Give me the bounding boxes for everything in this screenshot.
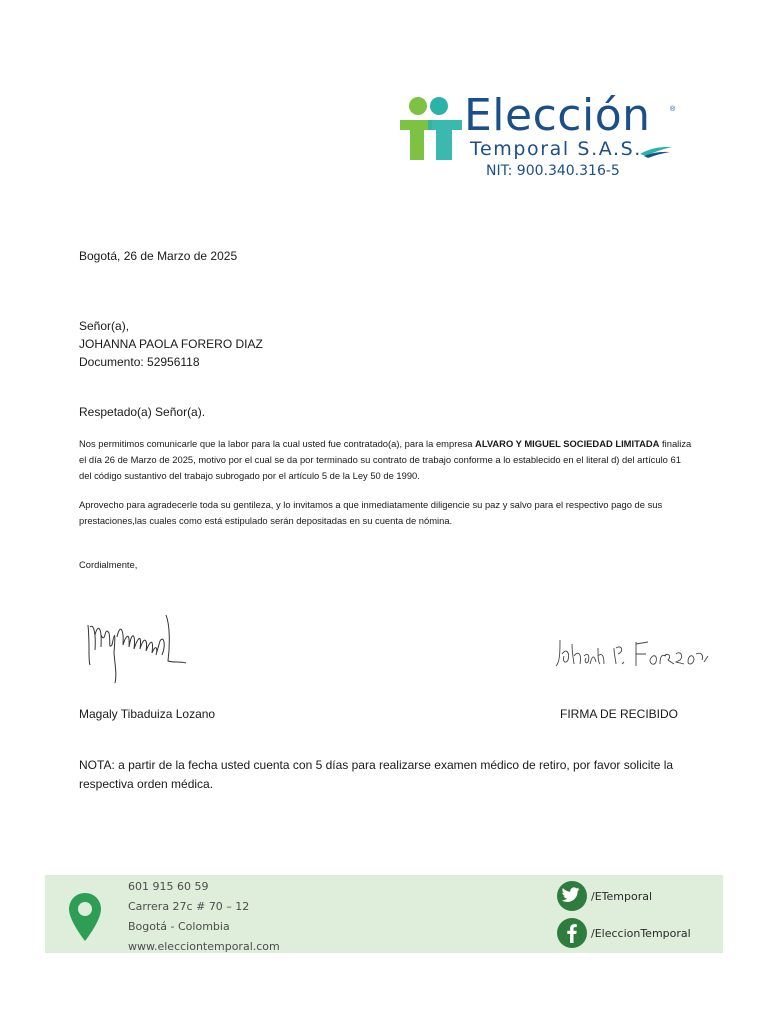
receipt-signature-label: FIRMA DE RECIBIDO — [560, 707, 679, 721]
medical-exam-note: NOTA: a partir de la fecha usted cuenta con 5 días para realizarse examen médico de retiro, por favor solicite la respectiva orden médica. — [79, 758, 674, 791]
recipient-block — [79, 317, 263, 371]
contact-address: Carrera 27c # 70 – 12 — [128, 900, 250, 913]
twitter-handle: /ETemporal — [591, 889, 653, 903]
recipient-document: Documento: 52956118 — [79, 355, 200, 369]
footer-bar — [45, 875, 723, 953]
twitter-icon — [557, 881, 587, 911]
logo-nit: NIT: 900.340.316-5 — [486, 163, 620, 179]
logo-registered-mark: ® — [670, 106, 676, 113]
contact-city: Bogotá - Colombia — [128, 920, 230, 933]
company-logo — [398, 92, 688, 182]
logo-brand-subtitle: Temporal S.A.S. — [470, 138, 642, 160]
sender-signature — [84, 605, 194, 687]
facebook-link[interactable] — [557, 918, 691, 948]
recipient-salutation: Señor(a), — [79, 319, 130, 333]
twitter-link[interactable] — [557, 881, 652, 911]
signer-name: Magaly Tibaduiza Lozano — [79, 707, 216, 721]
logo-swoosh-icon — [638, 144, 674, 158]
receipt-signature — [552, 634, 712, 674]
paragraph-1-rest: finaliza el día 26 de Marzo de 2025, motivo por el cual se da por terminado su contrato de trabajo conforme a lo establecido en el literal d) del artículo 61 del código sustantivo del trabajo subrogado por el artículo 5 de la Ley 50 de 1990. — [79, 438, 692, 481]
letter-paragraph-2: Aprovecho para agradecerle toda su gentileza, y lo invitamos a que inmediatamente diligencie su paz y salvo para el respectivo pago de sus prestaciones,las cuales como está estipulado serán depositadas en su cuenta de nómina. — [79, 499, 663, 526]
company-name: ALVARO Y MIGUEL SOCIEDAD LIMITADA — [475, 438, 660, 449]
contact-website[interactable]: www.elecciontemporal.com — [128, 940, 280, 953]
facebook-icon — [557, 918, 587, 948]
letter-paragraph-1 — [79, 436, 694, 484]
letter-greeting: Respetado(a) Señor(a). — [79, 405, 206, 419]
logo-brand-name: Elección — [464, 90, 651, 141]
paragraph-1-intro: Nos permitimos comunicarle que la labor para la cual usted fue contratado(a), para la empresa — [79, 438, 476, 449]
contact-phone: 601 915 60 59 — [128, 880, 209, 893]
recipient-name: JOHANNA PAOLA FORERO DIAZ — [79, 337, 263, 351]
letter-date: Bogotá, 26 de Marzo de 2025 — [79, 249, 238, 263]
contact-info — [128, 877, 280, 957]
logo-figures-icon — [398, 96, 464, 166]
letter-closing: Cordialmente, — [79, 559, 138, 570]
facebook-handle: /EleccionTemporal — [591, 926, 691, 940]
location-pin-icon — [67, 891, 103, 943]
